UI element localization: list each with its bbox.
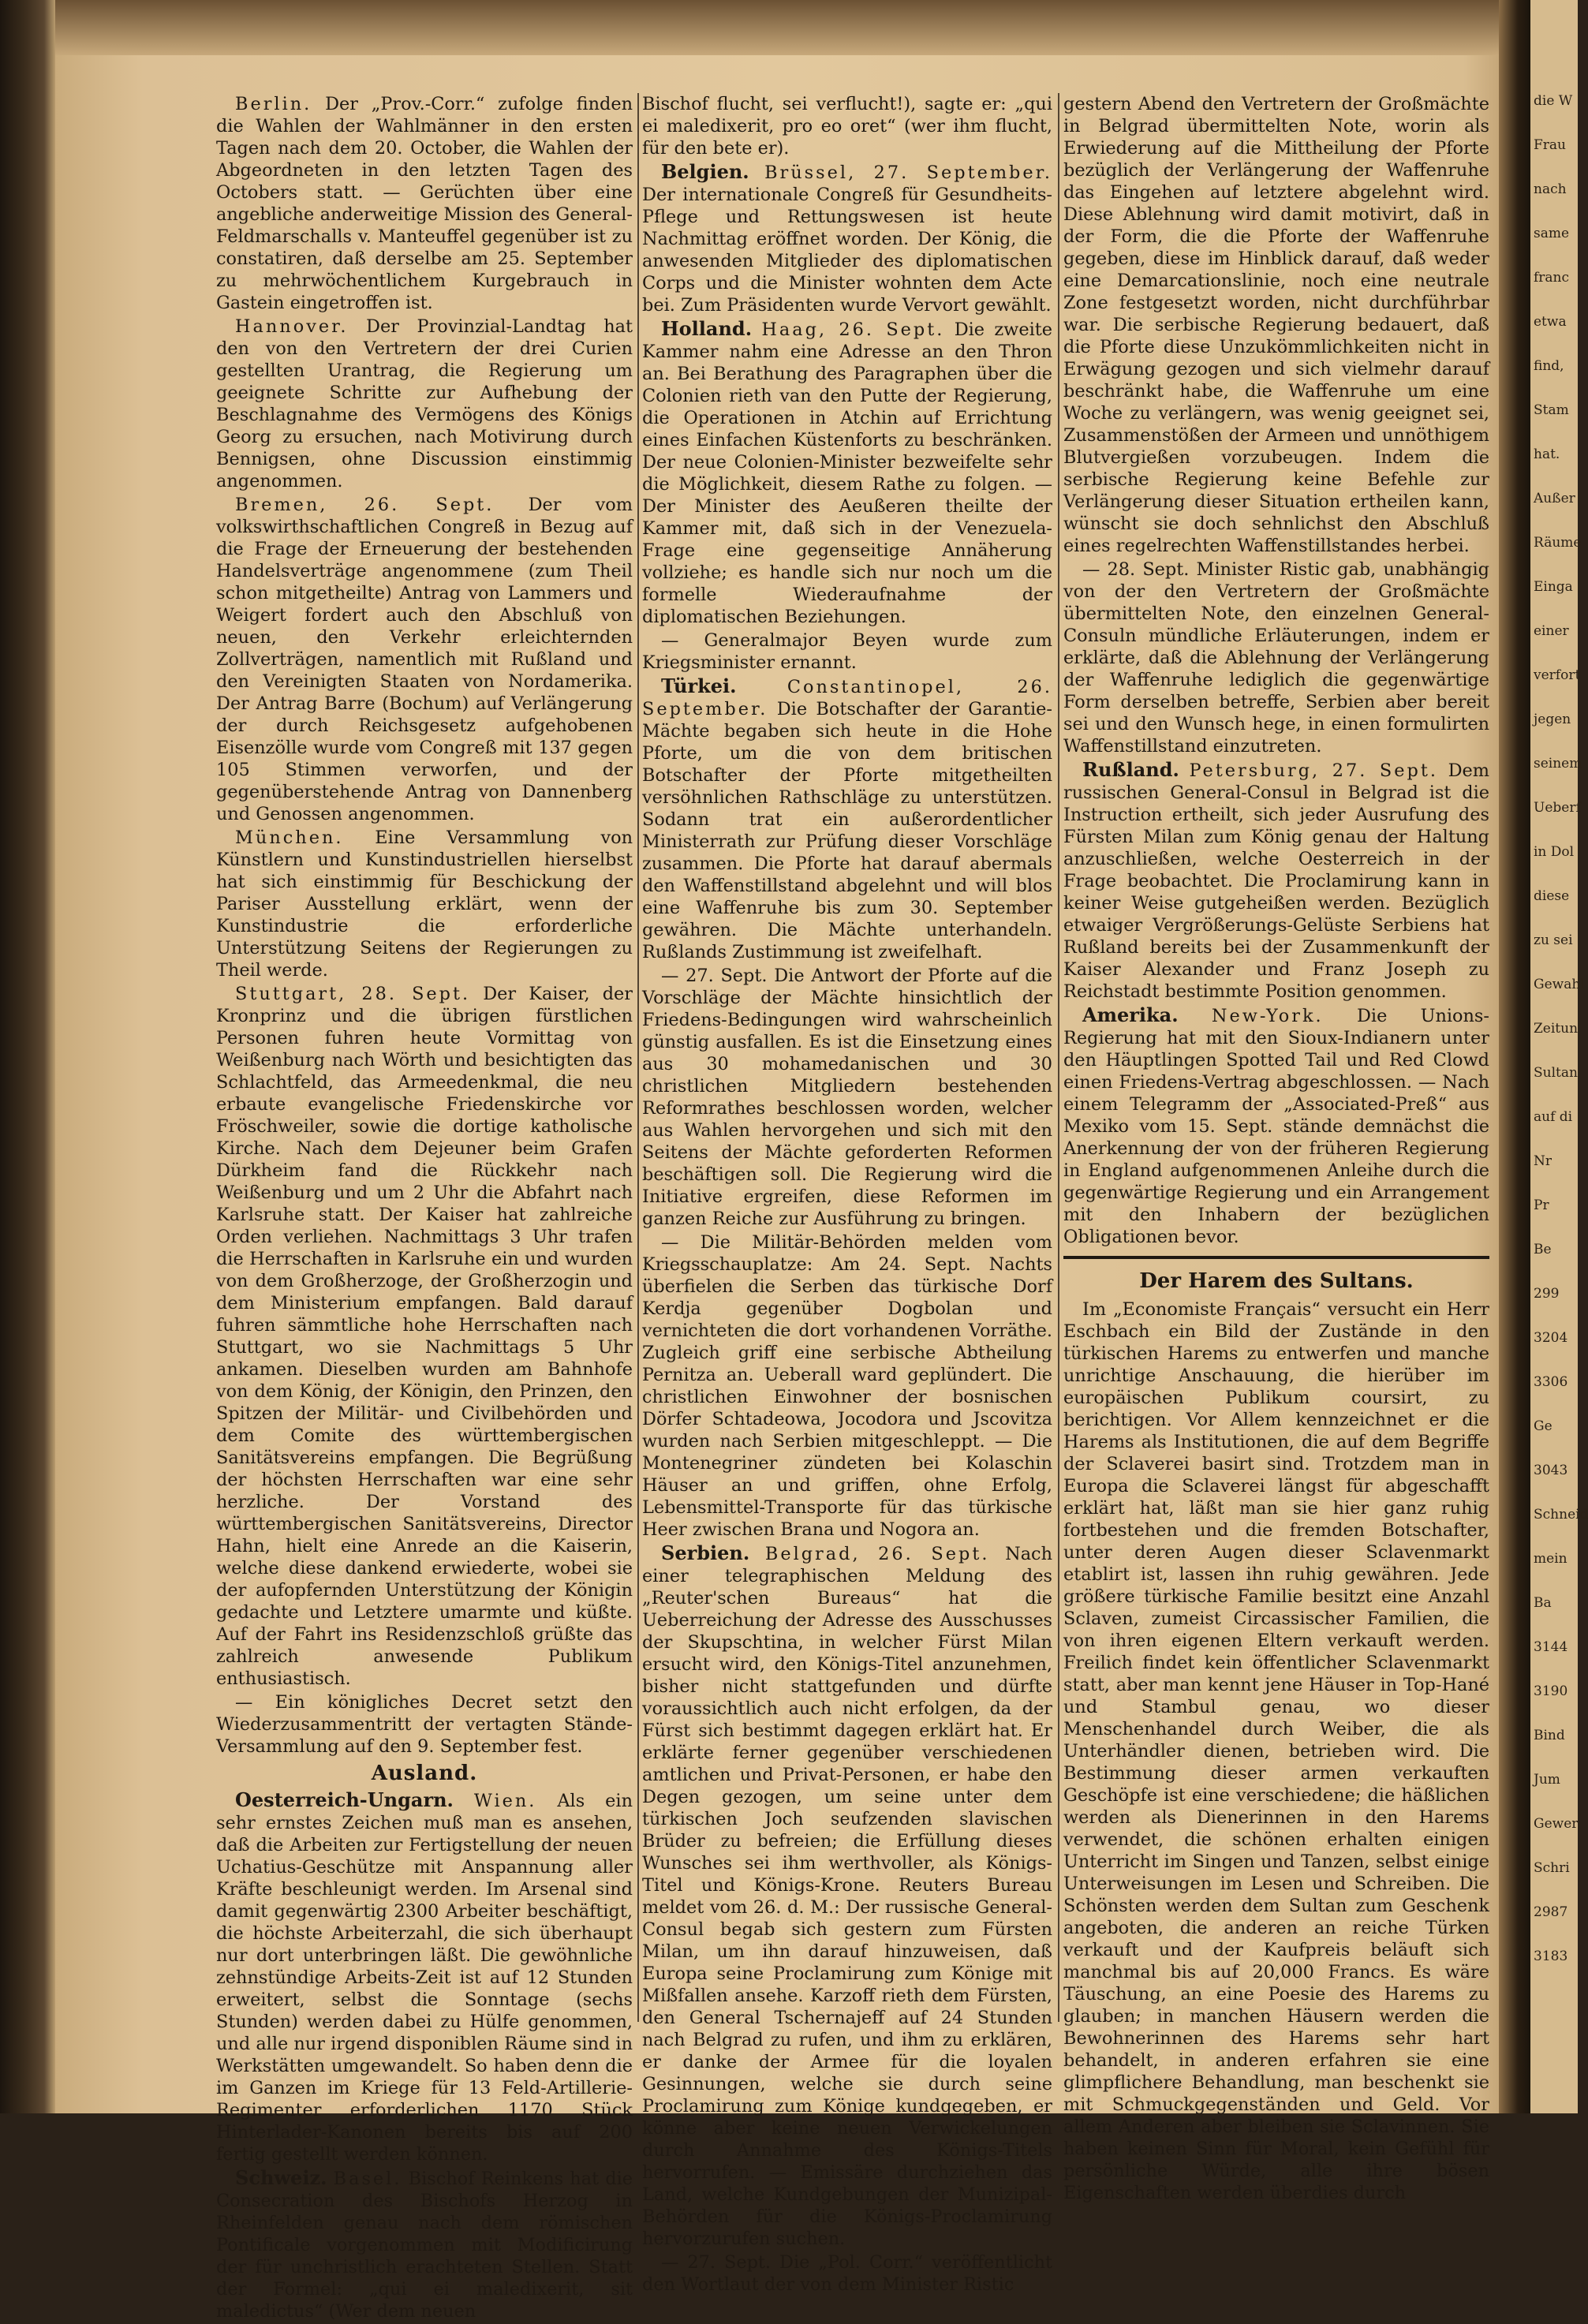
adjacent-page-text: 299 xyxy=(1534,1286,1560,1302)
dateline: Stuttgart, 28. Sept. xyxy=(235,984,471,1004)
dateline: New-York. xyxy=(1211,1006,1324,1026)
dateline: Petersburg, 27. Sept. xyxy=(1189,760,1438,781)
dateline: Basel. xyxy=(333,2169,402,2189)
adjacent-page-text: 3144 xyxy=(1534,1639,1568,1655)
adjacent-page-text: mein xyxy=(1534,1551,1567,1567)
article-text: Eine Versammlung von Künstlern und Kunstindustriellen hierselbst hat sich einstimmig für Beschickung der Pariser Ausstellung erklärt, wenn der Kunstindustrie die erforderliche Unterstützung Seitens der Regierungen zu Theil werde. xyxy=(216,828,633,981)
adjacent-page-text: Gewahl xyxy=(1534,977,1585,992)
book-binding xyxy=(0,0,55,2113)
article-text: — Ein königliches Decret setzt den Wiederzusammentritt der vertagten Stände-Versammlung auf den 9. September fest. xyxy=(216,1692,633,1757)
article-text: Der Kaiser, der Kronprinz und die übrigen fürstlichen Personen fuhren heute Vormittag von Weißenburg nach Wörth und besichtigten das Schlachtfeld, das Armeedenkmal, die neu erbaute evangelische Friedenskirche vor Fröschweiler, sowie die dortige katholische Kirche. Nach dem Dejeuner beim Grafen Dürkheim fand die Rückkehr nach Weißenburg und um 2 Uhr die Abfahrt nach Karlsruhe statt. Der Kaiser hat zahlreiche Orden verliehen. Nachmittags 3 Uhr trafen die Herrschaften in Karlsruhe ein und wurden von dem Großherzoge, der Großherzogin und dem Ministerium empfangen. Bald darauf fuhren sämmtliche hohe Herrschaften nach Stuttgart, wo sie Nachmittags 5 Uhr ankamen. Dieselben wurden am Bahnhofe von dem König, der Königin, den Prinzen, den Spitzen der Militär- und Civilbehörden und dem Comite des württembergischen Sanitätsvereins empfangen. Die Begrüßung der höchsten Herrschaften war eine sehr herzliche. Der Vorstand des württembergischen Sanitätsvereins, Director Hahn, hielt eine Anrede an die Kaiserin, welche diese dankend erwiederte, wobei sie der aufopfernden Unterstützung der Königin gedachte und Letztere umarmte und küßte. Auf der Fahrt ins Residenzschloß grüßte das zahlreich anwesende Publikum enthusiastisch. xyxy=(216,984,633,1689)
article-text: Die zweite Kammer nahm eine Adresse an den Thron an. Bei Berathung des Paragraphen über die Colonien rieth van den Putte der Regierung, die Operationen in Atchin auf Errichtung eines Einfachen Küstenforts zu beschränken. Der neue Colonien-Minister bezweifelte sehr die Möglichkeit, diesem Rathe zu folgen. — Der Minister des Aeußeren theilte der Kammer mit, daß sich in der Venezuela-Frage eine gegenseitige Annäherung vollziehe; es handle sich nur noch um die formelle Wiederaufnahme der diplomatischen Beziehungen. xyxy=(642,319,1052,627)
article-text: — 28. Sept. Minister Ristic gab, unabhängig von der den Vertretern der Großmächte übermittelten Note, den einzelnen General-Consuln mündliche Erläuterungen, indem er erklärte, daß die Ablehnung der Verlängerung der Waffenruhe lediglich die gegenwärtige Form derselben betreffe, Serbien aber bereit sei und den Wunsch hege, in einen formulirten Waffenstillstand einzutreten. xyxy=(1063,559,1489,757)
adjacent-page-text: franc xyxy=(1534,270,1570,286)
column-rule xyxy=(637,93,639,2022)
adjacent-page-text: seinem xyxy=(1534,756,1582,772)
adjacent-page-text: 3043 xyxy=(1534,1463,1568,1478)
dateline: Constantinopel, 26. September. xyxy=(642,677,1052,719)
country-heading: Schweiz. xyxy=(235,2166,327,2189)
article-text: Als ein sehr ernstes Zeichen muß man es ansehen, daß die Arbeiten zur Fertigstellung der neuen Uchatius-Geschütze mit Anspannung aller Kräfte beschleunigt werden. Im Arsenal sind damit gegenwärtig 2300 Arbeiter beschäftigt, die höchste Arbeiterzahl, die sich überhaupt nur dort unterbringen läßt. Die gewöhnliche zehnstündige Arbeits-Zeit ist auf 12 Stunden erweitert, selbst die Sonntage (sechs Stunden) werden dabei zu Hülfe genommen, und alle nur irgend disponiblen Räume sind in Werkstätten umgewandelt. So haben denn die im Ganzen im Kriege für 13 Feld-Artillerie-Regimenter erforderlichen 1170 Stück Hinterlader-Kanonen bereits bis auf 200 fertig gestellt werden können. xyxy=(216,1791,633,2165)
article-text: — Die Militär-Behörden melden vom Kriegsschauplatze: Am 24. Sept. Nachts überfielen die Serben das türkische Dorf Kerdja gegenüber Dogbolan und vernichteten die dort vorhandenen Vorräthe. Zugleich griff eine serbische Abtheilung Pernitza an. Ueberall ward geplündert. Die christlichen Einwohner der bosnischen Dörfer Schtadeowa, Jocodora und Jscovitza wurden nach Serbien mitgeschleppt. — Die Montenegriner zündeten bei Kolaschin Häuser an und griffen, ohne Erfolg, Lebensmittel-Transporte für das türkische Heer zwischen Brana und Nogora an. xyxy=(642,1232,1052,1540)
adjacent-page-text: 3183 xyxy=(1534,1948,1568,1964)
adjacent-page-text: Ba xyxy=(1534,1595,1552,1611)
adjacent-page-text: Jum xyxy=(1534,1772,1560,1788)
page-top-edge xyxy=(55,0,1523,55)
dateline: Belgrad, 26. Sept. xyxy=(764,1544,990,1564)
adjacent-page-text: Ge xyxy=(1534,1418,1553,1434)
article-text: Der „Prov.-Corr.“ zufolge finden die Wahlen der Wahlmänner in den ersten Tagen nach dem 20. October, die Wahlen der Abgeordneten in den letzten Tagen des Octobers statt. — Gerüchten über eine angebliche anderweitige Mission des General-Feldmarschalls v. Manteuffel gegenüber ist zu constatiren, daß derselbe am 25. September zu mehrwöchentlichem Kurgebrauch in Gastein eingetroffen ist. xyxy=(216,94,633,313)
article-text: Der Provinzial-Landtag hat den von den Vertretern der drei Curien gestellten Urantrag, die Regierung um geeignete Schritte zur Aufhebung der Beschlagnahme des Vermögens des Königs Georg zu ersuchen, nach Motivirung durch Bennigsen, ohne Discussion einstimmig angenommen. xyxy=(216,316,633,491)
adjacent-page-text: Schri xyxy=(1534,1860,1570,1876)
article-paragraph xyxy=(216,494,633,825)
adjacent-page-text: 3204 xyxy=(1534,1330,1568,1346)
article-paragraph xyxy=(1063,1004,1489,1248)
country-heading: Oesterreich-Ungarn. xyxy=(235,1788,454,1811)
adjacent-page-text: Schneid xyxy=(1534,1507,1588,1523)
article-text: Bischof flucht, sei verflucht!), sagte er: „qui ei maledixerit, pro eo oret“ (wer ihm flucht, für den bete er). xyxy=(642,94,1052,159)
country-heading: Belgien. xyxy=(661,160,749,183)
article-text: Der vom volkswirthschaftlichen Congreß in Bezug auf die Frage der Erneuerung der bestehenden Handelsverträge angenommene (zum Theil schon mitgetheilte) Antrag von Lammers und Weigert fordert auch den Abschluß von neuen, den Verkehr erleichternden Zollverträgen, namentlich mit Rußland und den Vereinigten Staaten von Nordamerika. Der Antrag Barre (Bochum) auf Verlängerung der durch Reichsgesetz aufgehobenen Eisenzölle wurde vom Congreß mit 137 gegen 105 Stimmen verworfen, und der gegenüberstehende Antrag von Dannenberg und Genossen angenommen. xyxy=(216,495,633,824)
article-paragraph xyxy=(642,630,1052,674)
column-3 xyxy=(1063,93,1489,2206)
article-title: Der Harem des Sultans. xyxy=(1139,1269,1414,1293)
article-text: — 27. Sept. Die „Pol. Corr.“ veröffentlicht den Wortlaut der von dem Minister Ristic xyxy=(642,2252,1052,2295)
adjacent-page-text: diese xyxy=(1534,888,1570,904)
article-text: Nach einer telegraphischen Meldung des „Reuter'schen Bureaus“ hat die Ueberreichung der Adresse des Ausschusses der Skupschtina, in welcher Fürst Milan ersucht wird, den Königs-Titel anzunehmen, bisher nicht stattgefunden und dürfte voraussichtlich auch nicht erfolgen, da der Fürst sich bestimmt dagegen erklärt hat. Er erklärte ferner gegenüber verschiedenen amtlichen und Privat-Personen, er habe den Degen gezogen, um seine unter dem türkischen Joch seufzenden slavischen Brüder zu befreien; die Erfüllung dieses Wunsches sei ihm werthvoller, als Königs-Titel und Königs-Krone. Reuters Bureau meldet vom 26. d. M.: Der russische General-Consul begab sich gestern zum Fürsten Milan, um ihn darauf hinzuweisen, daß Europa seine Proclamirung zum Könige mit Mißfallen ansehe. Karzoff rieth dem Fürsten, den General Tschernajeff auf 24 Stunden nach Belgrad zu rufen, und ihm zu erklären, er danke der Armee für die loyalen Gesinnungen, welche sie durch seine Proclamirung zum Könige kundgegeben, er könne aber keine neuen Verwickelungen durch Annahme des Königs-Titels hervorrufen. — Emissäre durchziehen das Land, welche Kundgebungen der Munizipal-Behörden für die Königs-Proclamirung hervorzurufen suchen. xyxy=(642,1544,1053,2249)
column-2 xyxy=(642,93,1052,2297)
article-paragraph xyxy=(216,1789,633,2165)
adjacent-page-text: 2987 xyxy=(1534,1904,1568,1920)
article-text: Die Botschafter der Garantie-Mächte begaben sich heute in die Hohe Pforte, um die von dem britischen Botschafter der Pforte mitgetheilten versöhnlichen Rathschläge zu unterstützen. Sodann trat ein außerordentlicher Ministerrath zur Prüfung dieser Vorschläge zusammen. Die Pforte hat darauf abermals den Waffenstillstand abgelehnt und will blos eine Waffenruhe bis zum 30. September gewähren. Die Mächte unterhandeln. Rußlands Zustimmung ist zweifelhaft. xyxy=(642,699,1052,962)
dateline: Hannover. xyxy=(235,316,349,337)
article-paragraph xyxy=(642,318,1052,628)
adjacent-page-text: Stam xyxy=(1534,402,1569,418)
adjacent-page-text: Sultan xyxy=(1534,1065,1578,1081)
adjacent-page-text: same xyxy=(1534,226,1570,241)
article-paragraph xyxy=(642,965,1052,1230)
adjacent-page-text: etwa xyxy=(1534,314,1567,330)
dateline: Berlin. xyxy=(235,94,312,114)
article-paragraph xyxy=(642,675,1052,963)
article-paragraph xyxy=(216,2167,633,2322)
article-text: — Generalmajor Beyen wurde zum Kriegsminister ernannt. xyxy=(642,630,1052,673)
adjacent-page-text: einer xyxy=(1534,623,1569,639)
adjacent-page-text: Pr xyxy=(1534,1197,1549,1213)
adjacent-page-text: Nr xyxy=(1534,1153,1553,1169)
adjacent-page-text: 3306 xyxy=(1534,1374,1568,1390)
article-text: Der internationale Congreß für Gesundheits-Pflege und Rettungswesen ist heute Nachmittag eröffnet worden. Der König, die anwesenden Mitglieder des diplomatischen Corps und die Minister wohnten dem Acte bei. Zum Präsidenten wurde Vervort gewählt. xyxy=(642,185,1052,316)
adjacent-page-text: Außer xyxy=(1534,491,1575,506)
article-paragraph xyxy=(642,161,1052,316)
article-paragraph xyxy=(1063,1298,1489,2204)
adjacent-page-text: Be xyxy=(1534,1242,1552,1257)
section-heading: Ausland. xyxy=(371,1762,478,1785)
article-paragraph xyxy=(642,2251,1052,2296)
book-gutter xyxy=(1499,0,1530,2113)
adjacent-page-text: 3190 xyxy=(1534,1683,1568,1699)
country-heading: Rußland. xyxy=(1082,758,1179,781)
article-paragraph xyxy=(216,827,633,981)
article-paragraph xyxy=(1063,93,1489,557)
article-paragraph xyxy=(1063,759,1489,1003)
article-text: gestern Abend den Vertretern der Großmächte in Belgrad übermittelten Note, worin als Erwiederung auf die Mittheilung der Pforte bezüglich der Verlängerung der Waffenruhe das Eingehen auf letztere abgelehnt wird. Diese Ablehnung wird damit motivirt, daß in der Form, die die Pforte der Waffenruhe gegeben, diese im Hinblick darauf, daß weder eine Demarcationslinie, noch eine neutrale Zone festgesetzt worden, nicht durchführbar war. Die serbische Regierung bedauert, daß die Pforte diese Unzukömmlichkeiten nicht in Erwägung gezogen und sich vielmehr darauf beschränkt habe, die Waffenruhe um eine Woche zu verlängern, was wenig geeignet sei, Zusammenstößen der Armeen und unnöthigem Blutvergießen vorzubeugen. Indem die serbische Regierung keine Befehle zur Verlängerung dieser Situation ertheilen kann, wünscht sie doch sehnlichst den Abschluß eines regelrechten Waffenstillstandes herbei. xyxy=(1063,94,1489,556)
adjacent-page-text: hat. xyxy=(1534,446,1560,462)
column-1 xyxy=(216,93,633,2324)
article-text: Im „Economiste Français“ versucht ein Herr Eschbach ein Bild der Zustände in den türkischen Harems zu entwerfen und manche unrichtige Anschauung, die hierüber im europäischen Publikum coursirt, zu berichtigen. Vor Allem kennzeichnet er die Harems als Institutionen, die auf dem Begriffe der Sclaverei basirt sind. Trotzdem man in Europa die Sclaverei längst für abgeschafft erklärt hat, läßt man sie hier ganz ruhig fortbestehen und die fremden Botschafter, unter deren Augen dieser Sclavenmarkt etablirt ist, lassen ihn ruhig gewähren. Jede größere türkische Familie besitzt eine Anzahl Sclaven, zumeist Circassischer Familien, die von ihren eigenen Eltern verkauft werden. Freilich findet kein öffentlicher Sclavenmarkt statt, aber man kennt jene Häuser in Top-Hané und Stambul genau, wo dieser Menschenhandel durch Weiber, die als Unterhändler dienen, betrieben wird. Die Bestimmung dieser armen verkauften Geschöpfe ist eine verschiedene; die häßlichen werden als Dienerinnen in den Harems verwendet, die schönen erhalten einigen Unterricht im Singen und Tanzen, selbst einige Unterweisungen im Lesen und Schreiben. Die Schönsten werden dem Sultan zum Geschenk angeboten, die anderen an reiche Türken verkauft und der Kaufpreis beläuft sich manchmal bis auf 20,000 Francs. Es wäre Täuschung, an eine Poesie des Harems zu glauben; in manchen Häusern werden die Bewohnerinnen des Harems sehr hart behandelt, in anderen erfahren sie eine glimpflichere Behandlung, man beschenkt sie mit Schmuckgegenständen und Geld. Vor allem Anderen aber bleiben sie Sclavinnen. Sie haben keinen Sinn für Moral, kein Gefühl für persönliche Würde, alle ihre bösen Eigenschaften werden überdies durch xyxy=(1063,1299,1489,2203)
adjacent-page-text: Ueberf xyxy=(1534,800,1581,816)
article-text: — 27. Sept. Die Antwort der Pforte auf die Vorschläge der Mächte hinsichtlich der Friedens-Bedingungen wird wahrscheinlich günstig ausfallen. Es ist die Einsetzung eines aus 30 mohamedanischen und 30 christlichen Mitgliedern bestehenden Reformrathes beschlossen worden, welcher aus Wahlen hervorgehen und sich mit den Seitens der Mächte geforderten Reformen beschäftigen soll. Die Regierung wird die Initiative ergreifen, diese Reformen im ganzen Reiche zur Ausführung zu bringen. xyxy=(642,966,1052,1229)
article-paragraph xyxy=(216,93,633,314)
country-heading: Serbien. xyxy=(661,1541,750,1564)
adjacent-page-text: Frau xyxy=(1534,137,1567,153)
article-text: Dem russischen General-Consul in Belgrad ist die Instruction ertheilt, sich jeder Ausrufung des Fürsten Milan zum König genau der Haltung anzuschließen, welche Oesterreich in der Frage beobachtet. Die Proclamirung kann in keiner Weise gutgeheißen werden. Bezüglich etwaiger Vergrößerungs-Gelüste Serbiens hat Rußland bereits bei der Zusammenkunft der Kaiser Alexander und Franz Joseph zu Reichstadt bestimmte Position genommen. xyxy=(1063,760,1489,1002)
article-paragraph xyxy=(642,1542,1052,2250)
adjacent-page-text: Bind xyxy=(1534,1728,1565,1743)
article-paragraph xyxy=(1063,559,1489,757)
article-paragraph xyxy=(642,1231,1052,1541)
adjacent-page-text: Zeitun xyxy=(1534,1021,1579,1037)
adjacent-page-fragment xyxy=(1530,0,1588,2113)
adjacent-page-text: verfort xyxy=(1534,667,1581,683)
adjacent-page-text: die W xyxy=(1534,93,1573,109)
section-rule xyxy=(1063,1256,1489,1259)
adjacent-page-text: Gewer xyxy=(1534,1816,1579,1832)
article-text: Die Unions-Regierung hat mit den Sioux-Indianern unter den Häuptlingen Spotted Tail und Red Clowd einen Friedens-Vertrag abgeschlossen. — Nach einem Telegramm der „Associated-Preß“ aus Mexiko vom 15. Sept. stände demnächst die Anerkennung der von der früheren Regierung in England aufgenommenen Anleihe durch die gegenwärtige Regierung und ein Arrangement mit den Inhabern der bezüglichen Obligationen bevor. xyxy=(1063,1006,1489,1247)
article-paragraph xyxy=(642,93,1052,159)
article-paragraph xyxy=(216,1691,633,1758)
country-heading: Holland. xyxy=(661,317,753,340)
country-heading: Türkei. xyxy=(661,674,737,697)
adjacent-page-text: jegen xyxy=(1534,712,1571,727)
adjacent-page-text: auf di xyxy=(1534,1109,1573,1125)
article-paragraph xyxy=(216,983,633,1690)
article-paragraph xyxy=(216,316,633,492)
adjacent-page-text: in Dol xyxy=(1534,844,1575,860)
adjacent-page-text: find, xyxy=(1534,358,1564,374)
dateline: Haag, 26. Sept. xyxy=(761,319,945,340)
adjacent-page-text: zu sei xyxy=(1534,932,1573,948)
adjacent-page-text: Räume xyxy=(1534,535,1582,551)
dateline: Brüssel, 27. September. xyxy=(764,163,1052,183)
country-heading: Amerika. xyxy=(1082,1003,1179,1026)
dateline: Wien. xyxy=(473,1791,537,1811)
article-text: Bischof Reinkens hat die Consecration des Bischofs Herzog in Rheinfelden genau nach dem römischen Pontificale vorgenommen mit Modificirung der für unchristlich erachteten Stellen. Statt der Formel: „qui ei maledixerit, sit maledictus“ (Wer dem neuen xyxy=(216,2169,633,2322)
dateline: Bremen, 26. Sept. xyxy=(235,495,495,515)
adjacent-page-text: Einga xyxy=(1534,579,1573,595)
column-rule xyxy=(1058,93,1059,2022)
dateline: München. xyxy=(235,828,344,848)
adjacent-page-text: nach xyxy=(1534,181,1567,197)
